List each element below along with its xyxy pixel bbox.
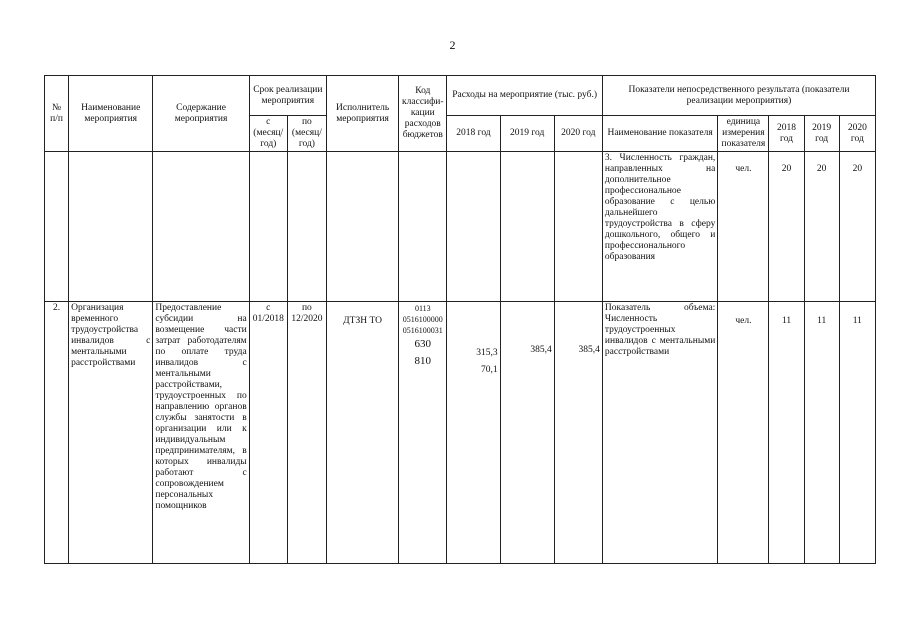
table-row: [45, 152, 876, 302]
expense-2018: [447, 302, 500, 564]
indicator-name: 3. Численность граждан, направленных на дополнительное профессиональное образование с целью дальнейшего трудоустройства в сферу дошкольного, общего и профессионального образования: [602, 152, 717, 302]
cell-empty: [69, 152, 153, 302]
header-ind-unit: единица измерения показателя: [718, 116, 769, 152]
cell-empty: [45, 152, 69, 302]
header-exp-2019: 2019 год: [500, 116, 554, 152]
expense-2018-a: 315,3: [476, 348, 498, 358]
cell-empty: [399, 152, 447, 302]
header-term-to: по (месяц/ год): [287, 116, 326, 152]
executor: ДТЗН ТО: [326, 302, 398, 564]
cell-empty: [287, 152, 326, 302]
indicator-2020: 20: [839, 152, 875, 302]
cell-empty: [554, 152, 602, 302]
code-line: 0516100031: [402, 326, 443, 335]
page-number: 2: [449, 38, 456, 52]
indicator-2018: 11: [769, 302, 804, 564]
term-from: с 01/2018: [249, 302, 287, 564]
header-indicators: Показатели непосредственного результата (показатели реализации мероприятия): [602, 76, 875, 116]
header-code: Код классифи- кации расходов бюджетов: [399, 76, 447, 152]
header-term: Срок реализации мероприятия: [249, 76, 326, 116]
indicator-unit: чел.: [718, 152, 769, 302]
header-executor: Исполнитель мероприятия: [326, 76, 398, 152]
indicator-name: Показатель объема: Численность трудоустроенных инвалидов с ментальными расстройствами: [602, 302, 717, 564]
expense-2020: 385,4: [554, 302, 602, 564]
header-expenses: Расходы на мероприятие (тыс. руб.): [447, 76, 603, 116]
header-num: № п/п: [45, 76, 69, 152]
term-to: по 12/2020: [287, 302, 326, 564]
cell-empty: [249, 152, 287, 302]
header-ind-2020: 2020 год: [839, 116, 875, 152]
indicator-2019: 20: [804, 152, 839, 302]
indicator-2020: 11: [839, 302, 875, 564]
cell-empty: [500, 152, 554, 302]
expense-2018-b: 70,1: [480, 365, 498, 375]
code-line: 810: [414, 355, 432, 367]
indicator-2019: 11: [804, 302, 839, 564]
header-exp-2020: 2020 год: [554, 116, 602, 152]
table-row: [45, 302, 876, 564]
measures-table: [44, 75, 876, 564]
code-line: 0113: [414, 304, 431, 313]
header-exp-2018: 2018 год: [447, 116, 500, 152]
cell-empty: [326, 152, 398, 302]
header-ind-2019: 2019 год: [804, 116, 839, 152]
measure-content: Предоставление субсидии на возмещение части затрат работодателям по оплате труда инвалидов с ментальными расстройствами, трудоустроенных по направлению органов службы занятости в организации или к индивидуальным предпринимателям, в которых инвалиды работают с сопровождением персональных помощников: [153, 302, 249, 564]
header-ind-name: Наименование показателя: [602, 116, 717, 152]
measure-name: Организация временного трудоустройства инвалидов с ментальными расстройствами: [69, 302, 153, 564]
code-line: 0516100000: [402, 315, 443, 324]
cell-empty: [153, 152, 249, 302]
header-name: Наименование мероприятия: [69, 76, 153, 152]
header-content: Содержание мероприятия: [153, 76, 249, 152]
expense-2019: 385,4: [500, 302, 554, 564]
cell-empty: [447, 152, 500, 302]
header-ind-2018: 2018 год: [769, 116, 804, 152]
code-line: 630: [414, 338, 432, 350]
indicator-unit: чел.: [718, 302, 769, 564]
budget-code: [399, 302, 447, 564]
header-term-from: с (месяц/ год): [249, 116, 287, 152]
indicator-2018: 20: [769, 152, 804, 302]
row-number: 2.: [45, 302, 69, 564]
